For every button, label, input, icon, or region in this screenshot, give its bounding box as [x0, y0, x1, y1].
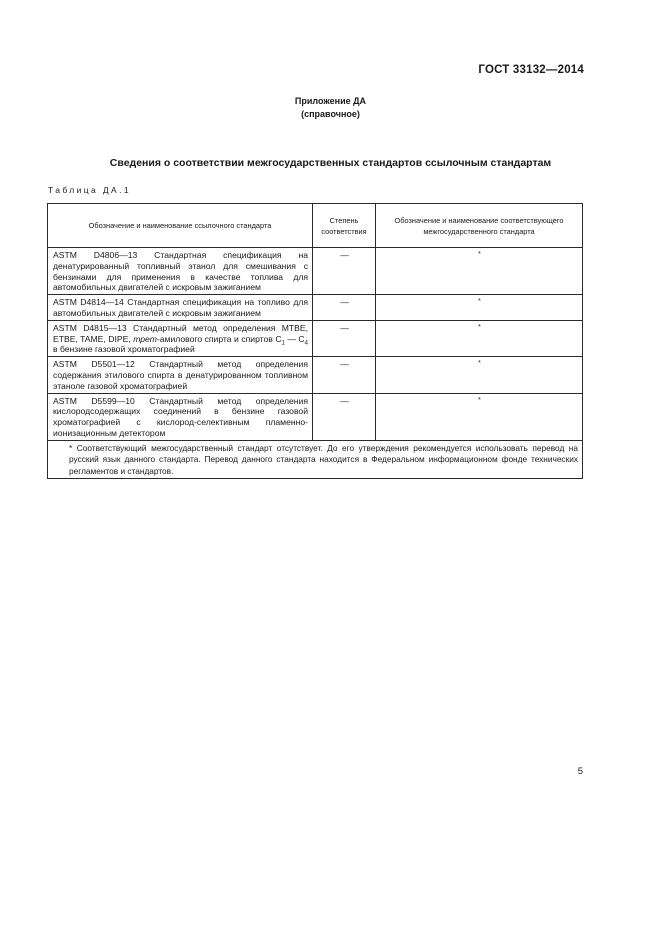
standard-text-d: в бензине газовой хроматографией: [53, 344, 195, 355]
table-row: [48, 320, 583, 356]
appendix-subtitle: (справочное): [301, 109, 360, 119]
reference-standard-cell: ASTM D4814—14 Стандартная спецификация на топливо для автомобильных двигателей с искровым зажиганием: [48, 295, 313, 321]
appendix-title: Приложение ДА: [294, 96, 367, 106]
table-row: [48, 295, 583, 321]
page-number: 5: [577, 766, 583, 777]
reference-standard-cell: ASTM D4806—13 Стандартная спецификация на денатурированный топливный этанол для смешивания с бензинами для применения в качестве топлива для автомобильных двигателей с искровым зажиганием: [48, 248, 313, 295]
table-label: Таблица ДА.1: [48, 185, 132, 195]
interstate-standard-cell: *: [376, 393, 583, 440]
document-code: ГОСТ 33132—2014: [478, 64, 584, 76]
degree-cell: —: [313, 393, 376, 440]
table-row: [48, 248, 583, 295]
interstate-standard-cell: *: [376, 248, 583, 295]
table-row: [48, 393, 583, 440]
degree-cell: —: [313, 295, 376, 321]
section-title: Сведения о соответствии межгосударственных стандартов ссылочным стандартам: [109, 157, 552, 169]
footnote-row: [48, 440, 583, 479]
standard-text-b: -амилового спирта и спиртов C: [156, 333, 282, 344]
standard-text-italic: трет: [133, 333, 157, 344]
footnote-text: * Соответствующий межгосударственный стандарт отсутствует. До его утверждения рекомендуется использовать перевод на русский язык данного стандарта. Перевод данного стандарта находится в Федеральном информационном фонде технических регламентов и стандартов.: [69, 442, 578, 476]
degree-cell: —: [313, 248, 376, 295]
correspondence-table: [47, 203, 583, 479]
reference-standard-cell: ASTM D5501—12 Стандартный метод определения содержания этилового спирта в денатурированном топливном этаноле газовой хроматографией: [48, 357, 313, 393]
table-footnote: [48, 440, 583, 479]
interstate-standard-cell: *: [376, 357, 583, 393]
standard-text-c: — C: [284, 333, 305, 344]
standard-text-a: ASTM D4815—13 Стандартный метод определения MTBE, ETBE, TAME, DIPE,: [53, 322, 308, 344]
degree-cell: —: [313, 320, 376, 356]
header-interstate-standard: Обозначение и наименование соответствующего межгосударственного стандарта: [376, 204, 583, 248]
degree-cell: —: [313, 357, 376, 393]
interstate-standard-cell: *: [376, 320, 583, 356]
appendix-heading: [0, 95, 661, 121]
subscript-1: 1: [281, 340, 285, 347]
table-header-row: [48, 204, 583, 248]
table-row: [48, 357, 583, 393]
interstate-standard-cell: *: [376, 295, 583, 321]
reference-standard-cell: ASTM D5599—10 Стандартный метод определения кислородсодержащих соединений в бензине газовой хроматографией с кислород-селективным пламенно-ионизационным детектором: [48, 393, 313, 440]
header-degree: Степень соответствия: [313, 204, 376, 248]
header-reference-standard: Обозначение и наименование ссылочного стандарта: [48, 204, 313, 248]
reference-standard-cell: [48, 320, 313, 356]
subscript-4: 4: [304, 340, 308, 347]
